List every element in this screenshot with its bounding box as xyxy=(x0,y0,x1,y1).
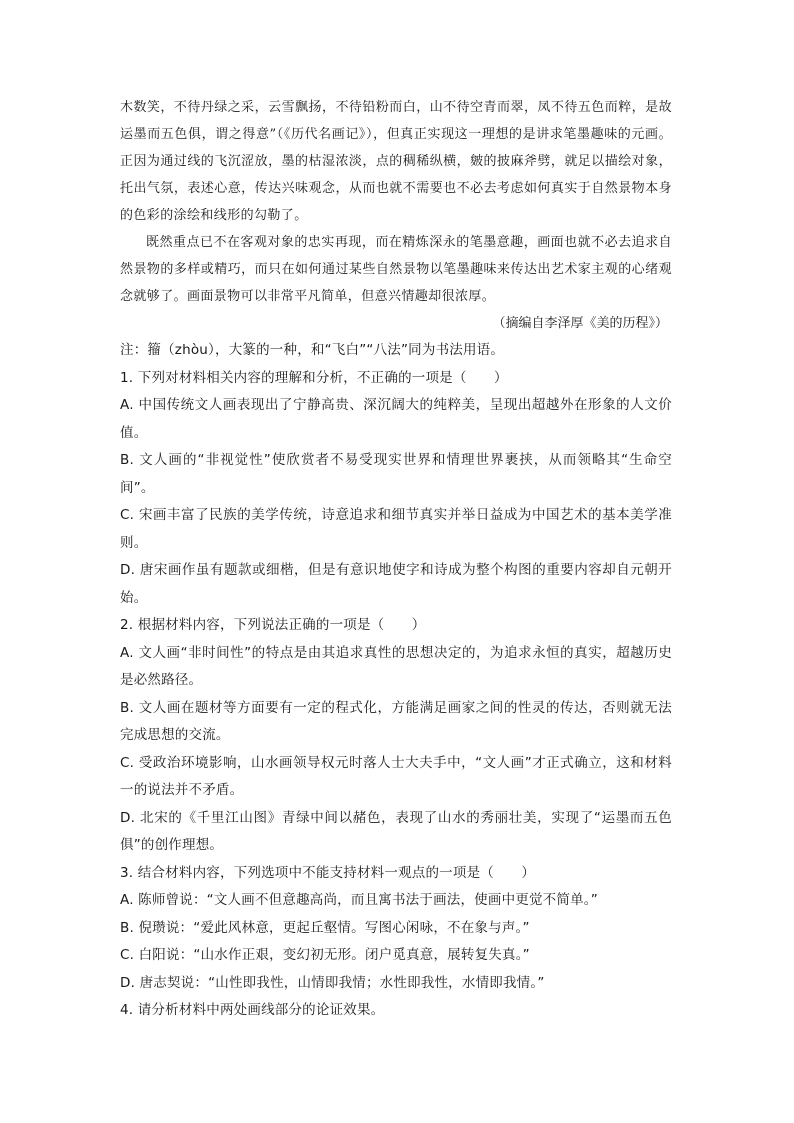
question-3-option-c: C. 白阳说：“山水作正艰，变幻初无形。闭户觅真意，展转复失真。” xyxy=(120,947,530,963)
passage-source: （摘编自李泽厚《美的历程》） xyxy=(492,316,668,331)
question-1-option-a: A. 中国传统文人画表现出了宁静高贵、深沉阔大的纯粹美，呈现出超越外在形象的人文价值。 xyxy=(120,397,672,441)
question-1-option-c: C. 宋画丰富了民族的美学传统，诗意追求和细节真实并举日益成为中国艺术的基本美学准则。 xyxy=(120,507,672,551)
question-3-option-d: D. 唐志契说：“山性即我性，山情即我情；水性即我性，水情即我情。” xyxy=(120,974,545,991)
question-1-option-b: B. 文人画的“非视觉性”使欣赏者不易受现实世界和情理世界裹挟，从而领略其“生命空间”。 xyxy=(120,452,672,496)
passage xyxy=(120,94,672,310)
question-1-option-d: D. 唐宋画作虽有题款或细楷，但是有意识地使字和诗成为整个构图的重要内容却自元朝开始。 xyxy=(120,562,672,606)
document-page xyxy=(120,94,672,1025)
passage-paragraph-2: 既然重点已不在客观对象的忠实再现，而在精炼深永的笔墨意趣，画面也就不必去追求自然景物的多样或精巧，而只在如何通过某些自然景物以笔墨趣味来传达出艺术家主观的心绪观念就够了。画面景物可以非常平凡简单，但意兴情趣却很浓厚。 xyxy=(120,235,672,304)
question-3-option-b: B. 倪瓒说：“爱此风林意，更起丘壑情。写图心闲咏，不在象与声。” xyxy=(120,919,530,936)
question-2-option-a: A. 文人画“非时间性”的特点是由其追求真性的思想决定的，为追求永恒的真实，超越历史是必然路径。 xyxy=(120,644,672,688)
question-1-stem: 1. 下列对材料相关内容的理解和分析，不正确的一项是（ ） xyxy=(120,369,508,386)
note: 注：籀（zhòu），大篆的一种，和“飞白”“八法”同为书法用语。 xyxy=(120,342,505,358)
passage-paragraph-1: 木数笑，不待丹绿之采，云雪飘扬，不待铅粉而白，山不待空青而翠，凤不待五色而粹，是故运墨而五色俱，谓之得意”（《历代名画记》），但真正实现这一理想的是讲求笔墨趣味的元画。正因为通过线的飞沉涩放，墨的枯湿浓淡，点的稠稀纵横，皴的披麻斧劈，就足以描绘对象，托出气氛，表述心意，传达兴味观念，从而也就不需要也不必去考虑如何真实于自然景物本身的色彩的涂绘和线形的勾勒了。 xyxy=(120,100,672,223)
question-3-option-a: A. 陈师曾说：“文人画不但意趣高尚，而且寓书法于画法，使画中更觉不简单。” xyxy=(120,892,598,908)
question-2-option-b: B. 文人画在题材等方面要有一定的程式化，方能满足画家之间的性灵的传达，否则就无法完成思想的交流。 xyxy=(120,699,672,743)
question-section xyxy=(120,337,672,1025)
question-2-option-d: D. 北宋的《千里江山图》青绿中间以赭色，表现了山水的秀丽壮美，实现了“运墨而五色俱”的创作理想。 xyxy=(120,809,672,853)
question-2-stem: 2. 根据材料内容，下列说法正确的一项是（ ） xyxy=(120,617,426,633)
question-3-stem: 3. 结合材料内容，下列选项中不能支持材料一观点的一项是（ ） xyxy=(120,864,536,881)
question-2-option-c: C. 受政治环境影响，山水画领导权元时落人士大夫手中，“文人画”才正式确立，这和材料一的说法并不矛盾。 xyxy=(120,754,672,798)
question-4-stem: 4. 请分析材料中两处画线部分的论证效果。 xyxy=(120,1002,385,1018)
